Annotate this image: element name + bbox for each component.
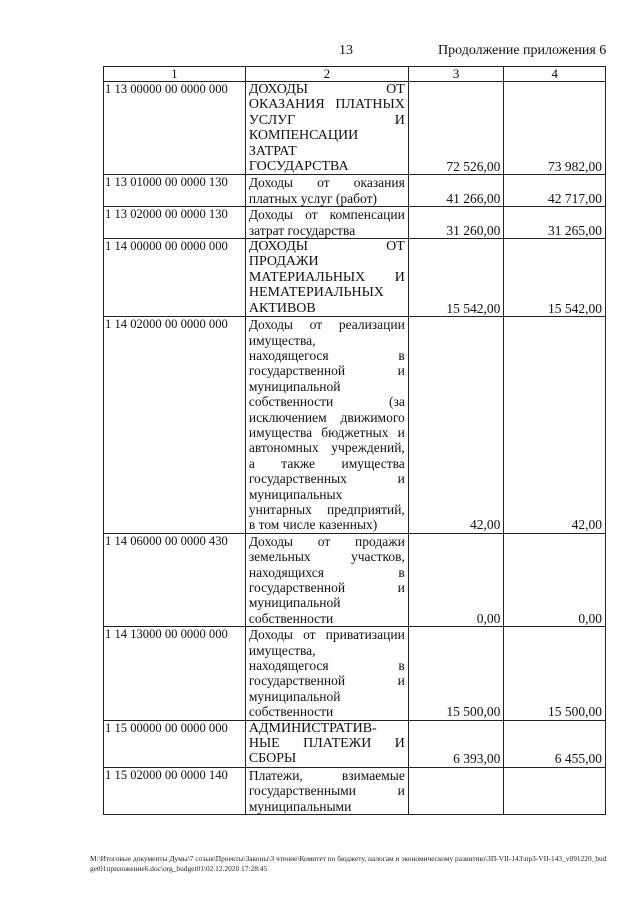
revenue-name-cell — [245, 175, 408, 207]
column-header-4: 4 — [504, 67, 606, 82]
budget-code-cell: 1 13 02000 00 0000 130 — [104, 207, 246, 239]
column-header-3: 3 — [408, 67, 504, 82]
column-number-row — [104, 67, 606, 82]
table-row — [104, 207, 606, 239]
name-line: имущества, — [248, 332, 316, 348]
budget-table — [103, 66, 606, 815]
amount-col4-cell: 73 982,00 — [504, 82, 606, 175]
amount-col3-cell: 42,00 — [408, 317, 504, 534]
name-line: муниципальными — [248, 798, 352, 814]
name-line: находящихся в — [248, 564, 405, 580]
name-line: земельных участков, — [248, 549, 405, 565]
name-line: НЕМАТЕРИАЛЬНЫХ — [248, 285, 384, 301]
amount-col4-cell: 15 500,00 — [504, 627, 606, 720]
amount-col4-cell: 0,00 — [504, 533, 606, 626]
name-line: государственной и — [248, 580, 405, 595]
table-row — [104, 767, 606, 814]
name-line: ДОХОДЫ ОТ — [248, 82, 405, 97]
amount-col4-cell — [504, 767, 606, 814]
name-line: в том числе казенных) — [248, 517, 378, 533]
amount-col3-cell: 0,00 — [408, 533, 504, 626]
amount-col3-cell — [408, 767, 504, 814]
name-line: ОКАЗАНИЯ ПЛАТНЫХ — [248, 97, 405, 113]
table-row — [104, 627, 606, 720]
budget-code-cell: 1 13 01000 00 0000 130 — [104, 175, 246, 207]
table-row — [104, 175, 606, 207]
name-line: НЫЕ ПЛАТЕЖИ И — [248, 736, 405, 752]
name-line: КОМПЕНСАЦИИ — [248, 128, 359, 144]
revenue-name-cell — [245, 207, 408, 239]
name-line: ПРОДАЖИ — [248, 254, 319, 270]
amount-col4-cell: 31 265,00 — [504, 207, 606, 239]
name-line: имущества, — [248, 642, 316, 658]
name-line: Платежи, взимаемые — [248, 767, 405, 783]
table-row — [104, 239, 606, 317]
continuation-label: Продолжение приложения 6 — [438, 43, 607, 58]
name-line: муниципальных — [248, 486, 343, 502]
name-line: исключением движимого — [248, 409, 405, 425]
name-line: АКТИВОВ — [248, 300, 316, 316]
budget-code-cell: 1 14 06000 00 0000 430 — [104, 533, 246, 626]
amount-col3-cell: 15 542,00 — [408, 239, 504, 317]
name-line: муниципальной — [248, 378, 341, 394]
name-line: а также имущества — [248, 455, 405, 471]
name-line: муниципальной — [248, 688, 341, 704]
name-line: УСЛУГ И — [248, 112, 405, 128]
amount-col3-cell: 31 260,00 — [408, 207, 504, 239]
revenue-name-cell — [245, 767, 408, 814]
budget-code-cell: 1 14 00000 00 0000 000 — [104, 239, 246, 317]
name-line: платных услуг (работ) — [248, 190, 377, 206]
name-line: собственности — [248, 610, 334, 626]
amount-col3-cell: 41 266,00 — [408, 175, 504, 207]
revenue-name-cell — [245, 627, 408, 720]
file-path-footer: M:\Итоговые документы Думы\7 созыв\Проекты\Законы\3 чтение\Комитет по бюджету, налогам и экономическому развитию\ЗП-VII-143\пр3-VII-143_v091220_budget01приложение6.doc\org_budget01\02.12.2020 17:28:45 — [90, 854, 607, 873]
name-line: Доходы от компенсации — [248, 207, 405, 223]
budget-code-cell: 1 14 13000 00 0000 000 — [104, 627, 246, 720]
name-line: находящегося в — [248, 347, 405, 363]
name-line: ГОСУДАРСТВА — [248, 159, 349, 175]
revenue-name-cell — [245, 82, 408, 175]
amount-col4-cell: 42,00 — [504, 317, 606, 534]
revenue-name-cell — [245, 720, 408, 767]
table-row — [104, 317, 606, 534]
name-line: государственной и — [248, 673, 405, 689]
name-line: ДОХОДЫ ОТ — [248, 239, 405, 255]
name-line: государственными и — [248, 783, 405, 799]
amount-col4-cell: 15 542,00 — [504, 239, 606, 317]
name-line: муниципальной — [248, 595, 341, 611]
table-header — [104, 67, 606, 82]
column-header-1: 1 — [104, 67, 246, 82]
name-line: собственности (за — [248, 394, 405, 410]
amount-col3-cell: 72 526,00 — [408, 82, 504, 175]
name-line: собственности — [248, 704, 334, 720]
column-header-2: 2 — [245, 67, 408, 82]
name-line: затрат государства — [248, 222, 356, 238]
name-line: АДМИНИСТРАТИВ- — [248, 720, 377, 736]
table-row — [104, 82, 606, 175]
revenue-name-cell — [245, 317, 408, 534]
amount-col3-cell: 6 393,00 — [408, 720, 504, 767]
budget-code-cell: 1 15 02000 00 0000 140 — [104, 767, 246, 814]
name-line: находящегося в — [248, 658, 405, 674]
table-body — [104, 82, 606, 815]
name-line: Доходы от реализации — [248, 317, 405, 333]
name-line: автономных учреждений, — [248, 440, 405, 456]
name-line: МАТЕРИАЛЬНЫХ И — [248, 269, 405, 285]
name-line: государственной и — [248, 363, 405, 379]
table-row — [104, 720, 606, 767]
name-line: унитарных предприятий, — [248, 501, 405, 517]
name-line: СБОРЫ — [248, 751, 297, 767]
page-number: 13 — [339, 43, 353, 58]
amount-col4-cell: 42 717,00 — [504, 175, 606, 207]
budget-code-cell: 1 13 00000 00 0000 000 — [104, 82, 246, 175]
revenue-name-cell — [245, 533, 408, 626]
name-line: имущества бюджетных и — [248, 424, 405, 440]
budget-code-cell: 1 15 00000 00 0000 000 — [104, 720, 246, 767]
name-line: ЗАТРАТ — [248, 143, 297, 159]
name-line: Доходы от продажи — [248, 533, 405, 549]
amount-col4-cell: 6 455,00 — [504, 720, 606, 767]
name-line: Доходы от оказания — [248, 175, 405, 191]
revenue-name-cell — [245, 239, 408, 317]
table-row — [104, 533, 606, 626]
name-line: Доходы от приватизации — [248, 627, 405, 643]
name-line: государственных и — [248, 471, 405, 487]
amount-col3-cell: 15 500,00 — [408, 627, 504, 720]
budget-code-cell: 1 14 02000 00 0000 000 — [104, 317, 246, 534]
